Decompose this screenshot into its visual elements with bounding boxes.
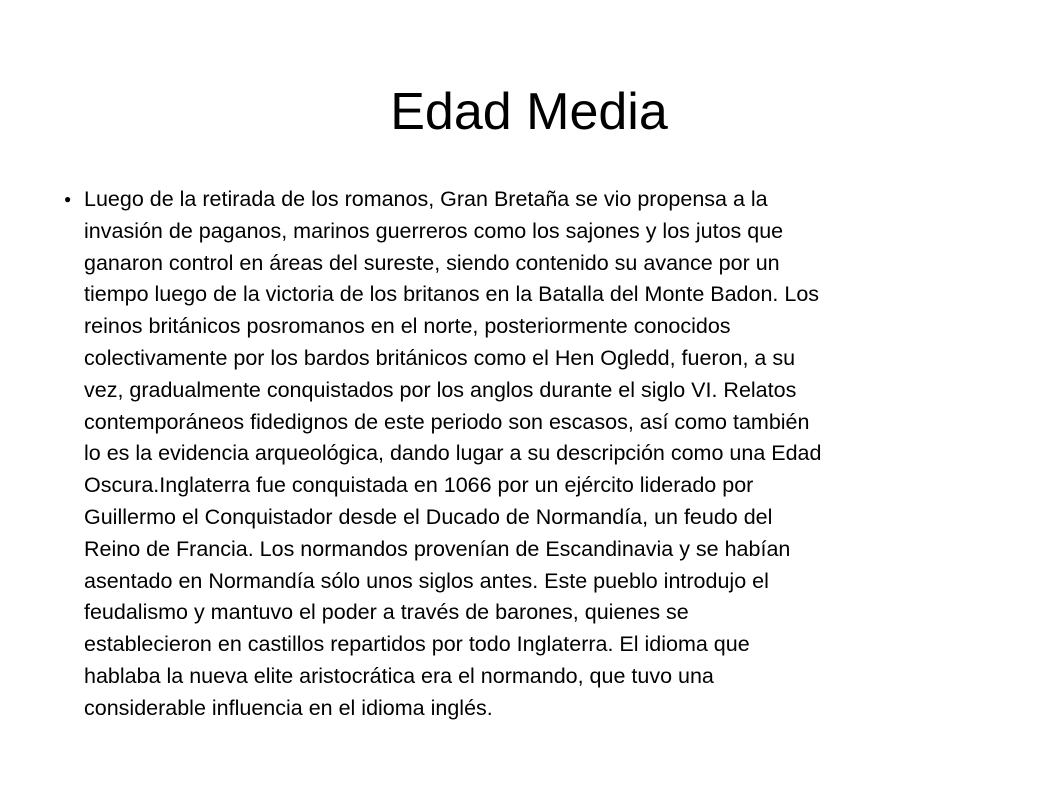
paragraph-line: Oscura.Inglaterra fue conquistada en 1066 por un ejército liderado por [84,473,754,498]
paragraph-line: asentado en Normandía sólo unos siglos antes. Este pueblo introdujo el [84,568,769,593]
paragraph-line: tiempo luego de la victoria de los britanos en la Batalla del Monte Badon. Los [84,282,820,307]
paragraph-line: Guillermo el Conquistador desde el Ducado de Normandía, un feudo del [84,504,773,529]
paragraph-line: reinos británicos posromanos en el norte, posteriormente conocidos [84,314,731,339]
paragraph-line: considerable influencia en el idioma inglés. [84,695,493,720]
paragraph-line: ganaron control en áreas del sureste, siendo contenido su avance por un [84,250,780,275]
slide-title: Edad Media [390,83,668,141]
paragraph-line: hablaba la nueva elite aristocrática era el normando, que tuvo una [84,663,714,688]
paragraph-line: Luego de la retirada de los romanos, Gran Bretaña se vio propensa a la [84,187,768,211]
paragraph-line: colectivamente por los bardos británicos como el Hen Ogledd, fueron, a su [84,345,796,370]
paragraph-line: vez, gradualmente conquistados por los anglos durante el siglo VI. Relatos [84,377,797,402]
paragraph-line: feudalismo y mantuvo el poder a través de barones, quienes se [84,600,689,625]
paragraph-line: invasión de paganos, marinos guerreros como los sajones y los jutos que [84,218,784,243]
bullet-icon: ● [64,192,72,206]
paragraph-line: lo es la evidencia arqueológica, dando lugar a su descripción como una Edad [84,441,822,466]
paragraph-line: Reino de Francia. Los normandos provenían de Escandinavia y se habían [84,536,791,561]
bullet-item [64,184,964,725]
bullet-list [64,184,964,725]
paragraph-line: contemporáneos fidedignos de este periodo son escasos, así como también [84,409,810,434]
paragraph-line: establecieron en castillos repartidos por todo Inglaterra. El idioma que [84,632,750,657]
